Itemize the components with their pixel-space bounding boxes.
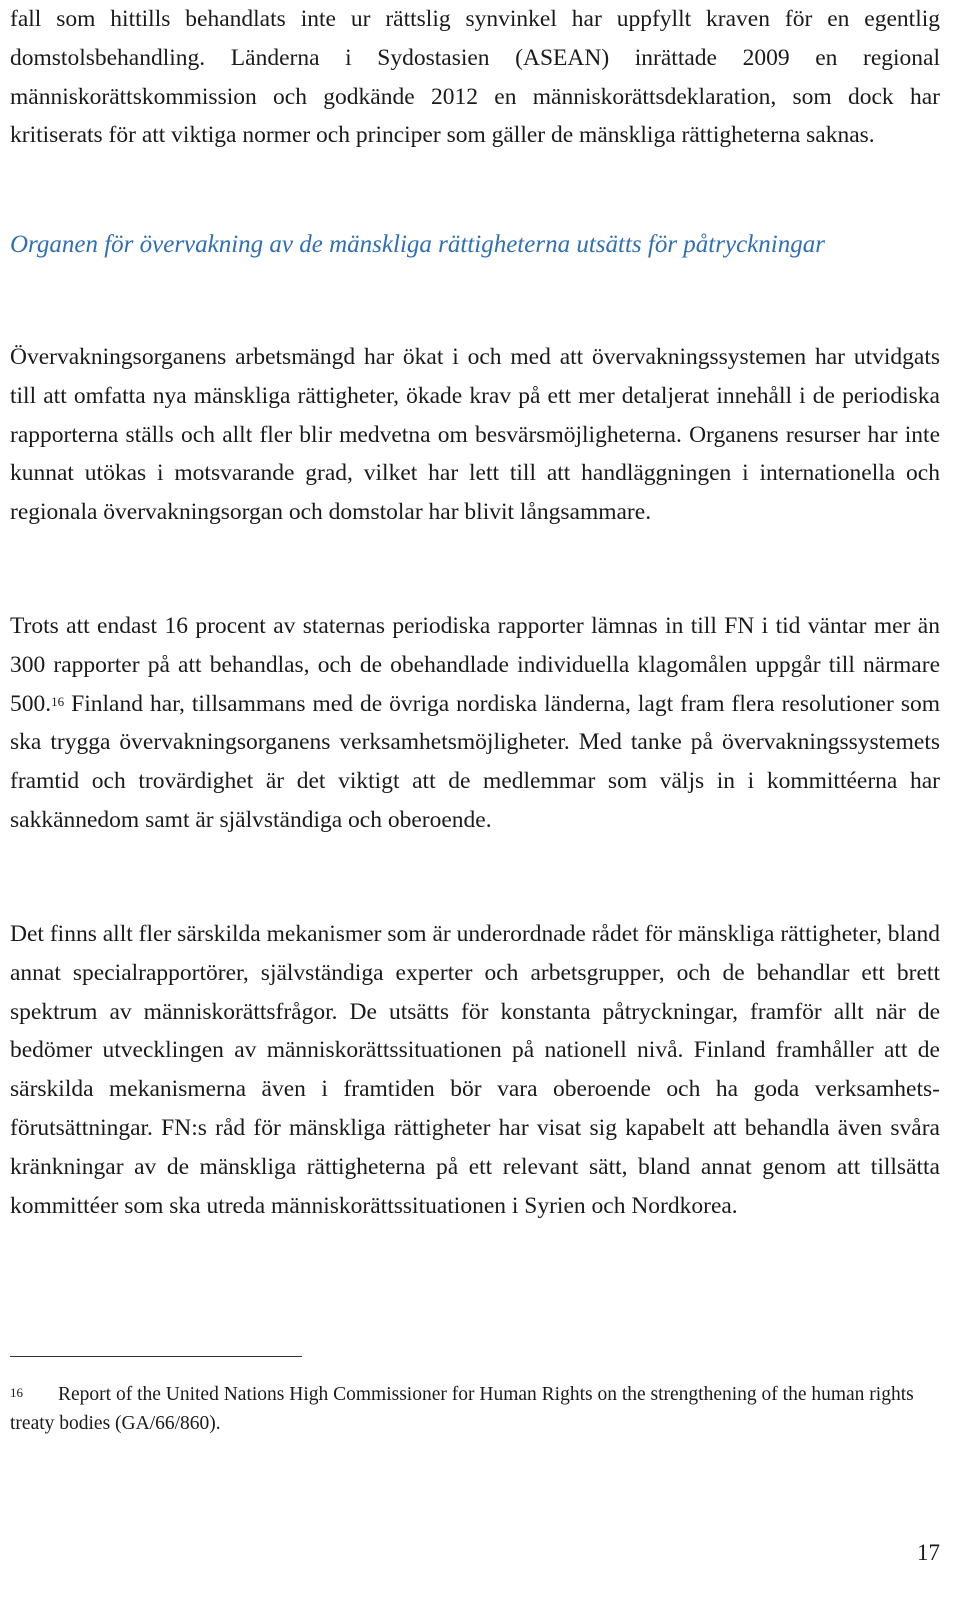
page-number: 17	[917, 1540, 940, 1565]
footnote-reference[interactable]: 16	[51, 693, 65, 709]
paragraph-2-text-before-note: Trots att endast 16 procent av staternas periodiska rapporter lämnas in till FN i tid väntar mer än 300 rapporter på att behandlas, och de obehandlade individuella klagomålen uppgår till närmare 500.	[10, 613, 940, 717]
paragraph-2-text-after-note: Finland har, tillsammans med de övriga nordiska länderna, lagt fram flera resolutioner som ska trygga övervakningsorganens verksamhetsmöjligheter. Med tanke på övervakningssystemets framtid och trovärdighet är det viktigt att de medlemmar som väljs in i kommittéerna har sakkännedom samt är självständiga och oberoende.	[10, 690, 940, 833]
footnote-text: Report of the United Nations High Commissioner for Human Rights on the strengthening of the human rights treaty bodies (GA/66/860).	[10, 1384, 914, 1434]
body-paragraph-3: Det finns allt fler särskilda mekanismer som är underordnade rådet för mänskliga rättigheter, bland annat specialrapportörer, självständiga experter och arbetsgrupper, och de behandlar ett brett spektrum av människorättsfrågor. De utsätts för konstanta påtryckningar, framför allt när de bedömer utvecklingen av människorättssituationen på nationell nivå. Finland framhåller att de särskilda mekanismerna även i framtiden bör vara oberoende och ha goda verksamhetsförutsättningar. FN:s råd för mänskliga rättigheter har visat sig kapabelt att behandla även svåra kränkningar av de mänskliga rättigheterna på ett relevant sätt, bland annat genom att tillsätta kommittéer som ska utreda människorättssituationen i Syrien och Nordkorea.	[10, 921, 940, 1219]
body-paragraph-2	[10, 607, 940, 840]
intro-paragraph: fall som hittills behandlats inte ur rättslig synvinkel har uppfyllt kraven för en egentlig domstolsbehandling. Länderna i Sydostasien (ASEAN) inrättade 2009 en regional människorättskommission och godkände 2012 en människorättsdeklaration, som dock har kritiserats för att viktiga normer och principer som gäller de mänskliga rättigheterna saknas.	[10, 6, 940, 149]
section-heading: Organen för övervakning av de mänskliga rättigheterna utsätts för påtryckningar	[10, 231, 825, 258]
footnote-divider	[10, 1356, 302, 1357]
footnote	[10, 1380, 940, 1438]
body-paragraph-1: Övervakningsorganens arbetsmängd har ökat i och med att övervakningssystemen har utvidgats till att omfatta nya mänskliga rättigheter, ökade krav på ett mer detaljerat innehåll i de periodiska rapporterna ställs och allt fler blir medvetna om besvärsmöjligheterna. Organens resurser har inte kunnat utökas i motsvarande grad, vilket har lett till att handläggningen i internationella och regionala övervakningsorgan och domstolar har blivit långsammare.	[10, 344, 940, 526]
footnote-number: 16	[10, 1385, 23, 1400]
